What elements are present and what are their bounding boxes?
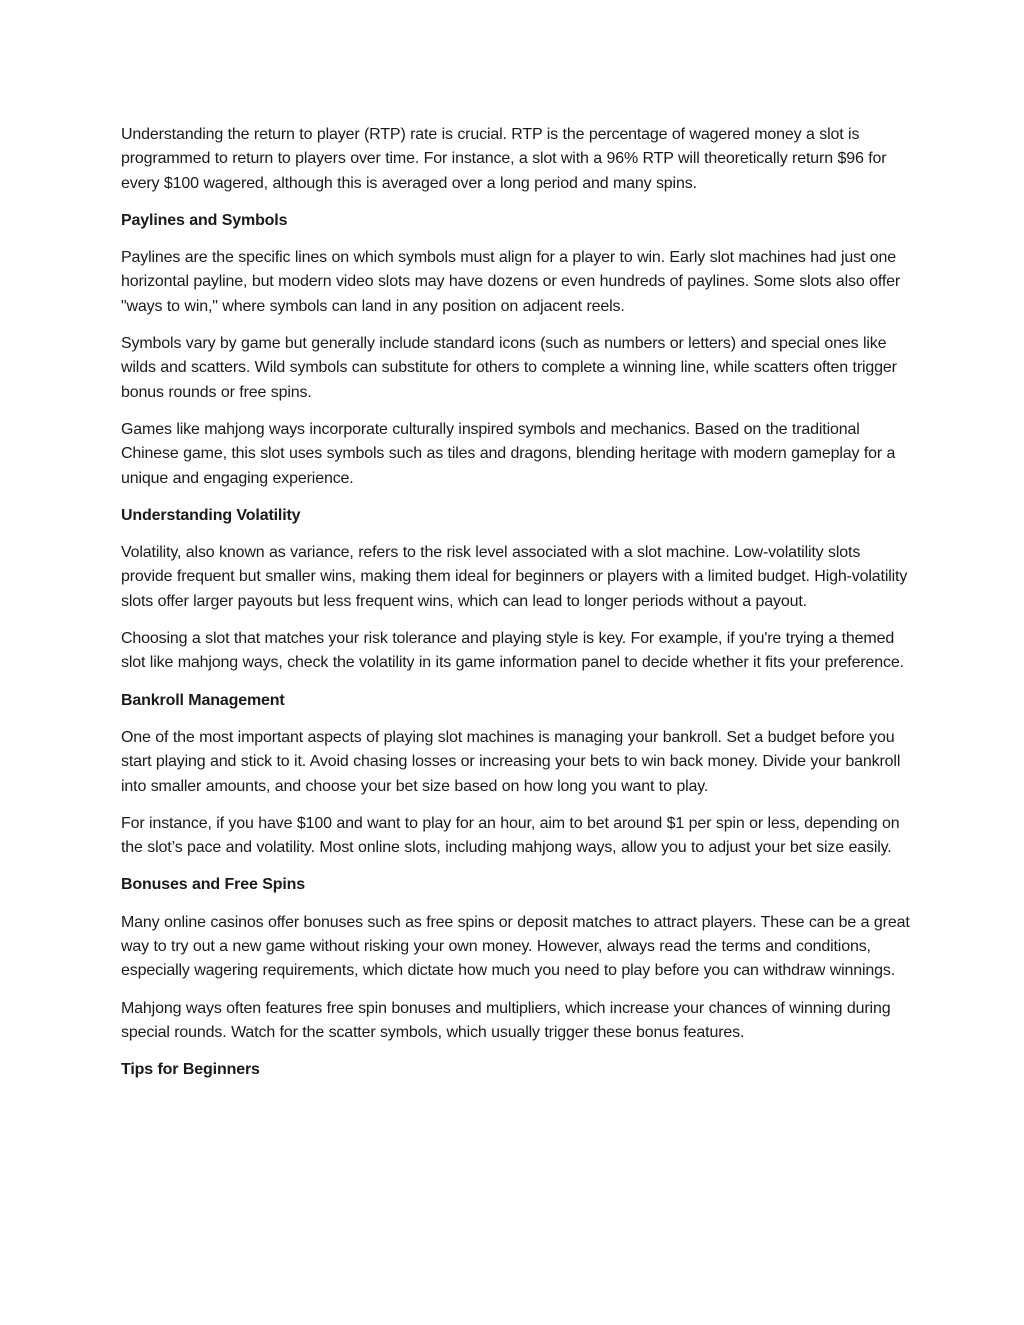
- paragraph-mahjong-symbols: Games like mahjong ways incorporate culturally inspired symbols and mechanics. Based on the traditional Chinese game, this slot uses symbols such as tiles and dragons, blending heritage with modern gameplay for a unique and engaging experience.: [121, 420, 896, 487]
- paragraph-symbols: Symbols vary by game but generally include standard icons (such as numbers or letters) and special ones like wilds and scatters. Wild symbols can substitute for others to complete a winning line, while scatters often trigger bonus rounds or free spins.: [121, 335, 897, 401]
- paragraph-rtp: Understanding the return to player (RTP) rate is crucial. RTP is the percentage of wagered money a slot is programmed to return to players over time. For instance, a slot with a 96% RTP will theoretically return $96 for every $100 wagered, although this is averaged over a long period and many spins.: [121, 126, 887, 192]
- paragraph-volatility: Volatility, also known as variance, refers to the risk level associated with a slot machine. Low-volatility slots provide frequent but smaller wins, making them ideal for beginners or players with a limited budget. High-volatility slots offer larger payouts but less frequent wins, which can lead to longer periods without a payout.: [121, 544, 908, 610]
- paragraph-bet-size: For instance, if you have $100 and want to play for an hour, aim to bet around $1 per spin or less, depending on the slot’s pace and volatility. Most online slots, including mahjong ways, allow you to adjust your bet size easily.: [121, 814, 900, 857]
- paragraph-mahjong-bonuses: Mahjong ways often features free spin bonuses and multipliers, which increase your chances of winning during special rounds. Watch for the scatter symbols, which usually trigger these bonus features.: [121, 999, 891, 1041]
- document-page: [121, 123, 911, 1096]
- paragraph-bonuses: Many online casinos offer bonuses such as free spins or deposit matches to attract players. These can be a great way to try out a new game without risking your own money. However, always read the terms and conditions, especially wagering requirements, which dictate how much you need to play before you can withdraw winnings.: [121, 913, 910, 980]
- paragraph-paylines: Paylines are the specific lines on which symbols must align for a player to win. Early slot machines had just one horizontal payline, but modern video slots may have dozens or even hundreds of paylines. Some slots also offer "ways to win," where symbols can land in any position on adjacent reels.: [121, 249, 901, 315]
- paragraph-bankroll: One of the most important aspects of playing slot machines is managing your bankroll. Set a budget before you start playing and stick to it. Avoid chasing losses or increasing your bets to win back money. Divide your bankroll into smaller amounts, and choose your bet size based on how long you want to play.: [121, 728, 901, 795]
- heading-bonuses-and-free-spins: Bonuses and Free Spins: [121, 876, 306, 894]
- heading-paylines-and-symbols: Paylines and Symbols: [121, 211, 288, 229]
- heading-bankroll-management: Bankroll Management: [121, 691, 285, 709]
- heading-understanding-volatility: Understanding Volatility: [121, 506, 301, 524]
- heading-tips-for-beginners: Tips for Beginners: [121, 1061, 260, 1079]
- paragraph-choosing-slot: Choosing a slot that matches your risk tolerance and playing style is key. For example, if you're trying a themed slot like mahjong ways, check the volatility in its game information panel to decide whether it fits your preference.: [121, 630, 904, 672]
